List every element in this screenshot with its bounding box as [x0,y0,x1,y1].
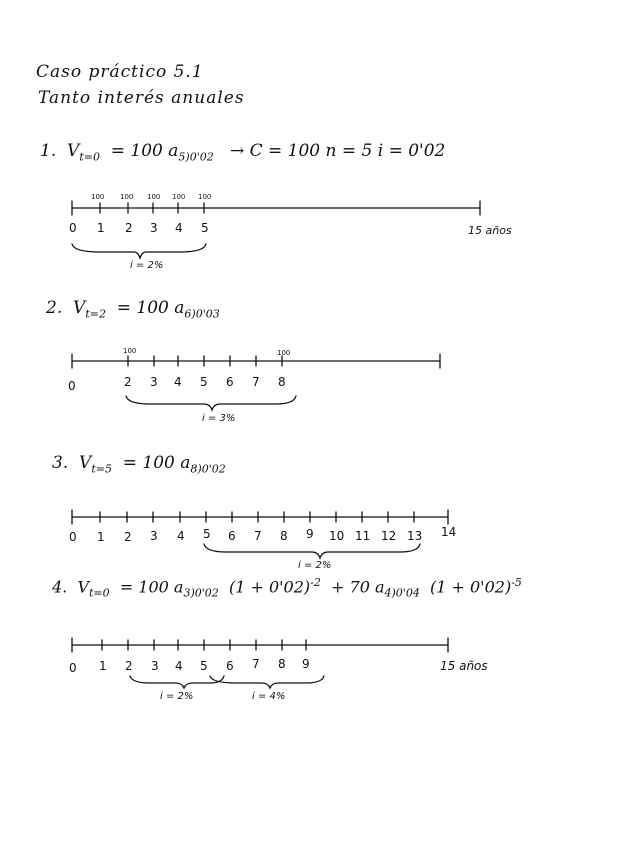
tick-label: 9 [302,657,310,671]
payment-label: 100 [120,193,134,201]
timeline-4-brace-label-1: i = 2% [160,691,194,702]
tick-label: 4 [177,529,185,543]
tick-label: 13 [407,529,423,543]
problem-number: 4. [52,577,68,597]
timeline-1-payments [91,193,211,201]
tick-label: 1 [99,659,107,673]
payment-label: 100 [123,347,137,355]
page-title-line2: Tanto interés anuales [38,88,245,108]
equation-factor-1: (1 + 0'02) [228,577,311,597]
timeline-1-end-label: 15 años [468,224,512,237]
equation-rhs-subscript: 6)0'03 [184,307,220,321]
problem-number: 2. [46,298,63,318]
tick-label: 4 [174,375,182,389]
tick-label: 4 [175,221,183,235]
payment-label: 100 [147,193,161,201]
equation-rhs: = 100 a [110,141,179,161]
tick-label: 5 [203,527,211,541]
tick-label: 11 [355,529,371,543]
tick-label: 5 [200,375,208,389]
payment-label: 100 [198,193,212,201]
timeline-2-payments [123,347,290,357]
tick-label: 2 [124,530,132,544]
equation-rhs: = 100 a [119,577,184,597]
payment-label: 100 [91,193,105,201]
equation-rhs-subscript: 3)0'02 [183,586,219,600]
problem-number: 3. [52,453,69,473]
tick-label: 6 [226,659,234,673]
tick-label: 0 [69,661,77,675]
equation-lhs: V [73,298,86,318]
equation-lhs-subscript: t=0 [79,150,100,164]
equation-rhs-subscript: 5)0'02 [178,150,214,164]
tick-label: 8 [278,375,286,389]
tick-label: 5 [201,221,209,235]
tick-label: 6 [226,375,234,389]
timeline-2-brace [126,396,296,410]
problem-number: 1. [40,141,57,161]
equation-rhs: = 100 a [122,453,191,473]
tick-label: 12 [381,529,397,543]
equation-factor-2: (1 + 0'02) [430,577,512,597]
equation-second-term: + 70 a [331,577,385,597]
equation-lhs: V [67,141,80,161]
tick-label: 2 [124,375,132,389]
equation-lhs: V [77,577,89,597]
equation-second-term-subscript: 4)0'04 [384,586,420,600]
tick-label: 10 [329,529,345,543]
tick-label: 8 [278,657,286,671]
tick-label: 1 [97,221,105,235]
tick-label: 0 [69,530,77,544]
tick-label: 4 [175,659,183,673]
timeline-1-brace-label: i = 2% [130,260,164,271]
tick-label: 5 [200,659,208,673]
tick-label: 9 [306,527,314,541]
tick-label: 7 [252,375,260,389]
equation-factor-2-exponent: -5 [511,576,522,589]
tick-label: 6 [228,529,236,543]
tick-label: 3 [150,529,158,543]
tick-label: 8 [280,529,288,543]
timeline-1-tick-labels [69,221,209,235]
timeline-1-brace [72,244,206,258]
timeline-4-tick-labels [69,657,310,675]
tick-label: 0 [69,221,77,235]
equation-rhs: = 100 a [116,298,185,318]
equation-lhs: V [79,453,92,473]
timeline-4-end-label: 15 años [440,659,488,673]
timeline-4-brace-1 [130,676,224,688]
equation-lhs-subscript: t=2 [85,307,106,321]
tick-label: 2 [125,221,133,235]
tick-label: 0 [68,379,76,393]
tick-label: 7 [252,657,260,671]
payment-label: 100 [172,193,186,201]
page-title-line1: Caso práctico 5.1 [36,62,204,82]
timeline-4-brace-2 [210,676,324,688]
timeline-2-tick-labels [68,375,286,393]
tick-label: 1 [97,530,105,544]
equation-lhs-subscript: t=0 [89,586,110,600]
tick-label: 3 [150,375,158,389]
tick-label: 3 [150,221,158,235]
equation-lhs-subscript: t=5 [91,462,112,476]
equation-factor-1-exponent: -2 [310,576,321,589]
tick-label: 14 [441,525,457,539]
timeline-4-brace-label-2: i = 4% [252,691,286,702]
tick-label: 7 [254,529,262,543]
payment-label: 100 [277,349,291,357]
tick-label: 3 [151,659,159,673]
equation-rhs-subscript: 8)0'02 [190,462,226,476]
tick-label: 2 [125,659,133,673]
timeline-2-brace-label: i = 3% [202,413,236,424]
timeline-3-brace [204,544,420,558]
equation-extra: → C = 100 n = 5 i = 0'02 [229,141,446,161]
timeline-3-tick-labels [69,525,456,544]
timeline-3-brace-label: i = 2% [298,560,332,571]
